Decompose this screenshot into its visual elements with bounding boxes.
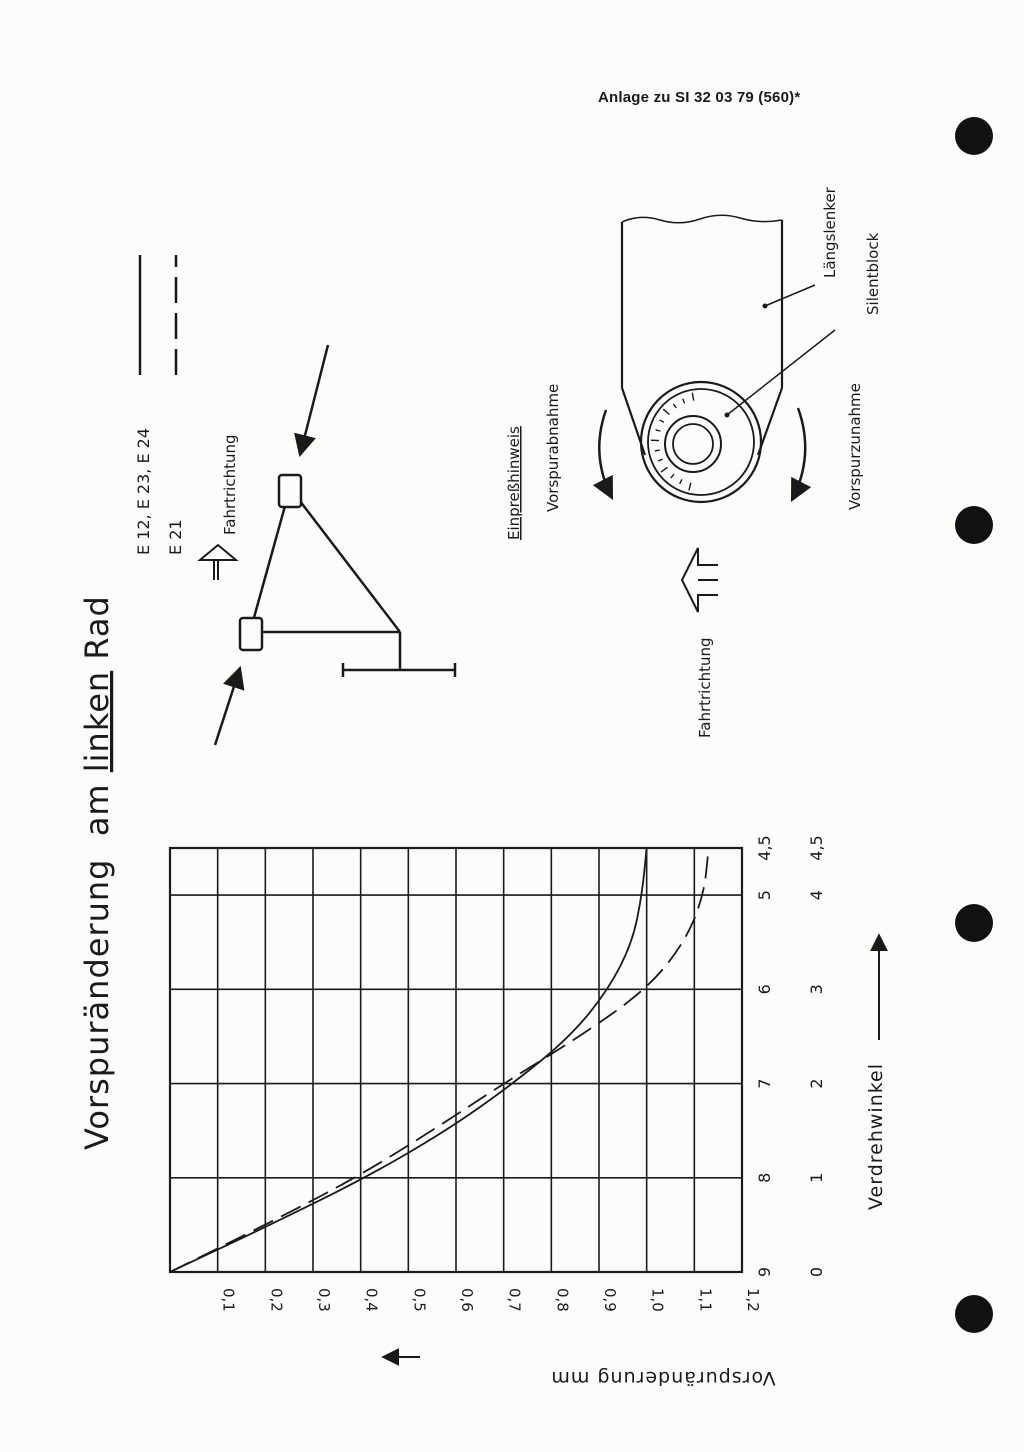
x-tick-label: 2	[807, 1078, 826, 1089]
direction-label-2: Fahrtrichtung	[696, 637, 714, 738]
chart-title: Vorspuränderung am linken Rad	[78, 595, 116, 1150]
legend	[134, 255, 185, 555]
y-tick-label: 0,3	[315, 1288, 333, 1312]
alignment-tick	[656, 430, 661, 431]
series-line-dashed	[170, 848, 709, 1272]
x-axis-label: Verdrehwinkel	[865, 1062, 887, 1210]
x-tick-label: 3	[807, 984, 826, 995]
y-tick-label: 0,9	[601, 1288, 619, 1312]
alignment-tick	[680, 479, 682, 483]
trailing-arm-label: Längslenker	[821, 187, 839, 278]
y-axis-label: Vorspuränderung mm	[550, 1367, 776, 1389]
x-tick-label: 4	[807, 890, 826, 901]
x-tick-label: 6	[755, 984, 774, 995]
alignment-tick	[660, 420, 664, 422]
reference-header: Anlage zu SI 32 03 79 (560)*	[598, 89, 801, 106]
bushing-lower	[240, 618, 262, 650]
y-tick-label: 0,5	[410, 1288, 429, 1312]
alignment-tick	[663, 409, 669, 414]
x-tick-label: 9	[755, 1266, 774, 1278]
suspension-triangle-diagram	[200, 345, 455, 745]
x-tick-label: 0	[807, 1266, 826, 1278]
direction-arrow-up-icon	[200, 545, 236, 580]
y-tick-label: 0,1	[219, 1288, 238, 1312]
x-tick-label: 1	[807, 1172, 826, 1183]
toe-decrease-label: Vorspurabnahme	[544, 383, 562, 512]
y-tick-label: 1,0	[648, 1288, 667, 1312]
toe-increase-label: Vorspurzunahme	[846, 383, 864, 510]
bushing-middle-ring	[648, 389, 754, 495]
legend-label-dashed: E 21	[166, 519, 185, 555]
y-tick-labels	[220, 1288, 762, 1312]
alignment-tick	[689, 483, 691, 491]
rotation-arrow-left-icon	[599, 410, 612, 498]
x-tick-label: 4,5	[807, 835, 826, 861]
x-tick-label: 5	[755, 890, 774, 901]
arm-break-edge	[622, 215, 782, 223]
x-tick-label: 4,5	[755, 835, 774, 861]
alignment-tick	[655, 450, 660, 451]
x-tick-label: 8	[755, 1172, 774, 1183]
y-tick-label: 0,4	[362, 1288, 381, 1312]
arm-link	[250, 488, 290, 632]
direction-label-1: Fahrtrichtung	[221, 434, 239, 535]
bushing-label: Silentblock	[864, 232, 882, 315]
alignment-tick	[671, 474, 674, 478]
rotation-arrow-right-icon	[792, 408, 805, 500]
y-tick-label: 0,8	[553, 1288, 572, 1312]
x-tick-labels	[755, 835, 826, 1277]
alignment-tick	[661, 467, 667, 472]
bushing-outer-ring	[641, 382, 761, 502]
y-tick-label: 0,7	[505, 1288, 524, 1312]
alignment-tick	[658, 459, 663, 461]
alignment-tick	[692, 393, 693, 401]
y-tick-label: 0,2	[267, 1288, 286, 1312]
arm-diagonal	[290, 488, 400, 632]
leader-line-arm	[765, 285, 815, 306]
y-tick-label: 0,6	[458, 1288, 476, 1312]
alignment-tick	[673, 404, 676, 408]
y-tick-label: 1,2	[744, 1288, 762, 1312]
x-tick-label: 7	[755, 1078, 774, 1089]
legend-label-solid: E 12, E 23, E 24	[134, 427, 153, 555]
force-arrow-upper	[300, 345, 328, 455]
bushing-core	[673, 424, 713, 464]
chart-grid	[170, 848, 742, 1272]
y-tick-label: 1,1	[696, 1288, 715, 1312]
alignment-tick	[683, 399, 685, 404]
force-arrow-lower	[215, 668, 240, 745]
bushing-upper	[279, 475, 301, 507]
chart-series	[170, 848, 709, 1272]
bushing-press-in-diagram	[505, 186, 882, 738]
chart	[170, 835, 826, 1312]
press-in-heading: Einpreßhinweis	[505, 426, 523, 540]
